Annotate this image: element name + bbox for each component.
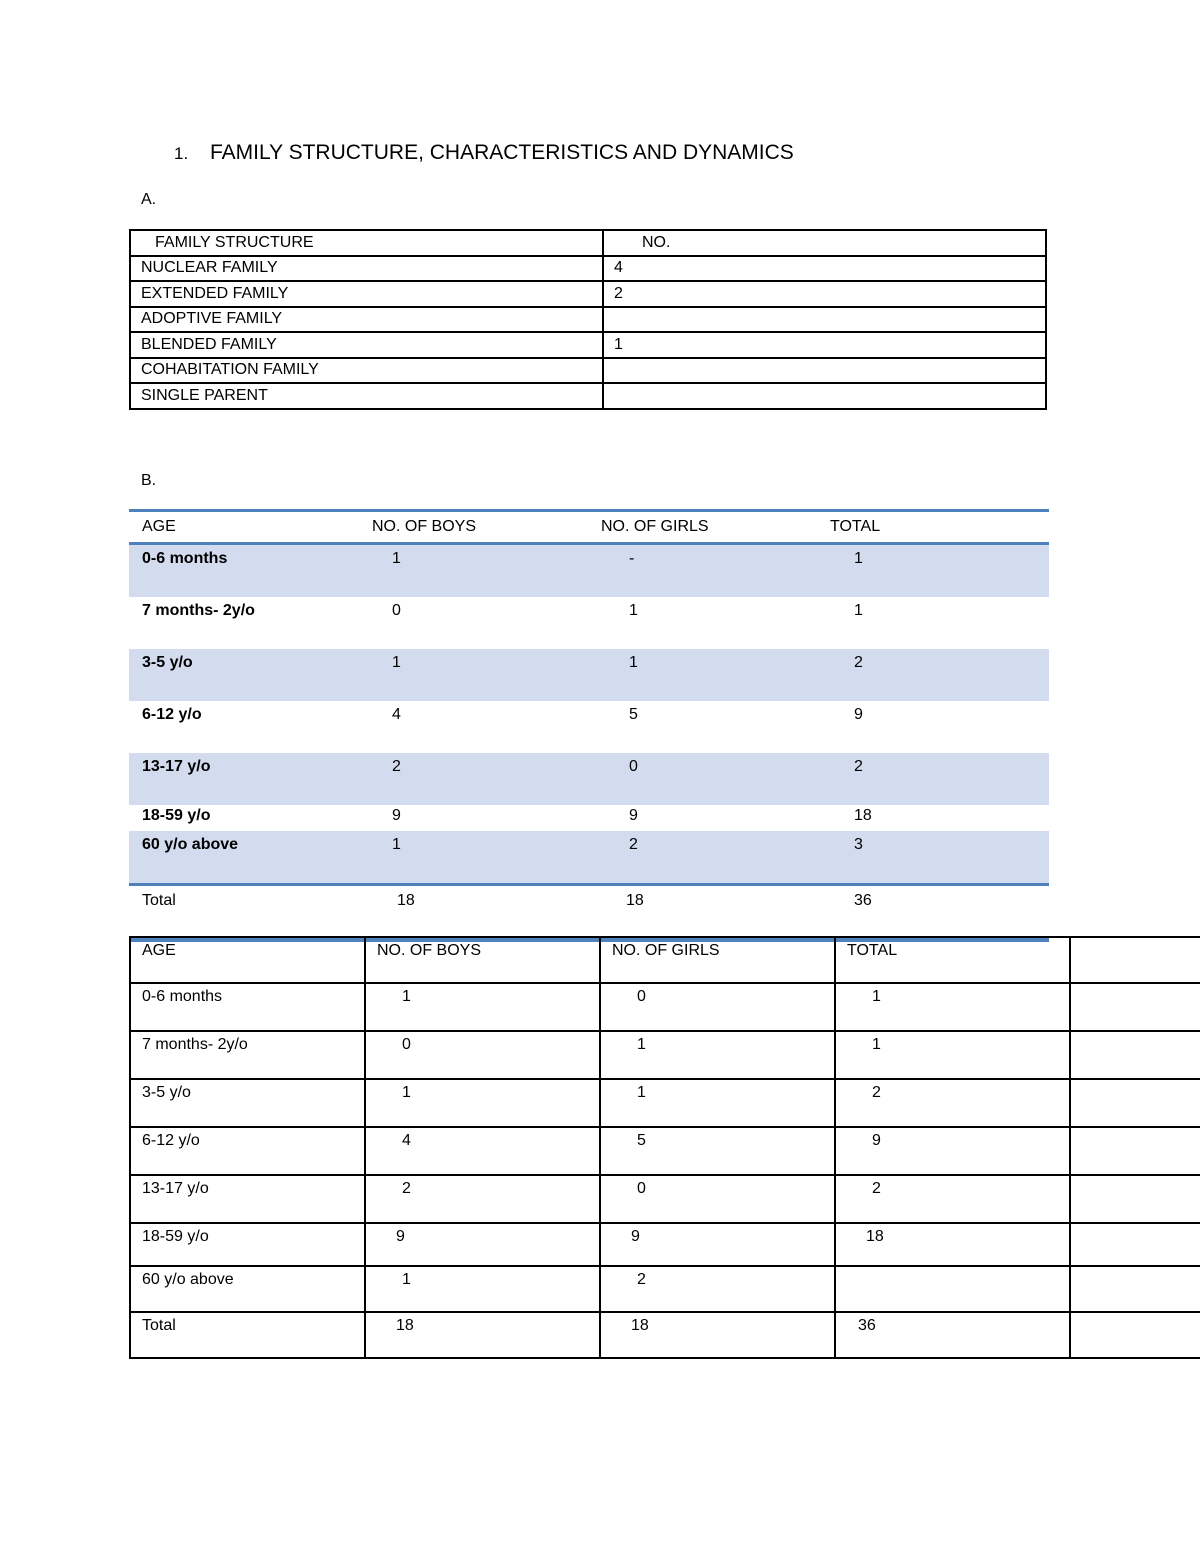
family-type-cell: EXTENDED FAMILY — [130, 281, 603, 307]
extra-cell — [1070, 1312, 1200, 1358]
header-age: AGE — [130, 937, 365, 983]
girls-cell: - — [601, 544, 830, 598]
total-cell: 2 — [835, 1175, 1070, 1223]
table-total-row — [129, 885, 1049, 941]
boys-cell: 4 — [365, 1127, 600, 1175]
girls-cell: 2 — [601, 831, 830, 885]
boys-cell: 2 — [372, 753, 601, 805]
total-boys: 18 — [372, 885, 601, 941]
age-cell: 7 months- 2y/o — [142, 602, 255, 619]
boys-cell: 0 — [392, 602, 401, 619]
age-cell: 18-59 y/o — [130, 1223, 365, 1266]
table-row — [130, 256, 1046, 282]
girls-cell: 9 — [629, 807, 638, 824]
section-heading — [174, 141, 794, 165]
total-cell: 18 — [835, 1223, 1070, 1266]
heading-title: FAMILY STRUCTURE, CHARACTERISTICS AND DYNAMICS — [210, 141, 794, 164]
section-b-label: B. — [141, 472, 157, 489]
heading-number: 1. — [174, 144, 189, 163]
girls-cell: 1 — [600, 1031, 835, 1079]
header-girls: NO. OF GIRLS — [600, 937, 835, 983]
table-row — [130, 1127, 1200, 1175]
girls-cell: 5 — [629, 706, 638, 723]
boys-cell: 1 — [365, 983, 600, 1031]
table-header-row — [130, 937, 1200, 983]
table-header-row — [129, 511, 1049, 544]
table-row — [130, 307, 1046, 333]
total-cell: 9 — [854, 706, 863, 723]
family-count-cell: 1 — [603, 332, 1046, 358]
extra-cell — [1070, 1266, 1200, 1312]
header-boys: NO. OF BOYS — [372, 511, 601, 544]
family-count-cell — [603, 383, 1046, 409]
boys-cell: 9 — [392, 807, 401, 824]
age-distribution-styled-table — [129, 509, 1049, 942]
table-row — [130, 1223, 1200, 1266]
total-cell: 2 — [835, 1079, 1070, 1127]
total-all: 36 — [835, 1312, 1070, 1358]
total-label: Total — [130, 1312, 365, 1358]
total-label: Total — [129, 885, 372, 941]
family-type-cell: NUCLEAR FAMILY — [130, 256, 603, 282]
header-girls: NO. OF GIRLS — [601, 511, 830, 544]
age-distribution-grid-table — [129, 936, 1200, 1359]
section-a-label: A. — [141, 191, 157, 208]
extra-cell — [1070, 1079, 1200, 1127]
total-cell: 2 — [830, 753, 1049, 805]
table-row — [129, 649, 1049, 701]
boys-cell: 4 — [392, 706, 401, 723]
table-row — [130, 332, 1046, 358]
girls-cell: 1 — [629, 602, 638, 619]
total-cell: 1 — [835, 983, 1070, 1031]
header-family-structure: FAMILY STRUCTURE — [130, 230, 603, 256]
table-row — [130, 281, 1046, 307]
total-cell: 9 — [835, 1127, 1070, 1175]
table-row — [129, 597, 1049, 649]
total-cell: 18 — [854, 807, 872, 824]
age-cell: 6-12 y/o — [142, 706, 202, 723]
header-boys: NO. OF BOYS — [365, 937, 600, 983]
total-girls: 18 — [600, 1312, 835, 1358]
family-type-cell: ADOPTIVE FAMILY — [130, 307, 603, 333]
extra-cell — [1070, 1223, 1200, 1266]
girls-cell: 9 — [600, 1223, 835, 1266]
extra-cell — [1070, 1127, 1200, 1175]
extra-cell — [1070, 1175, 1200, 1223]
age-cell: 18-59 y/o — [142, 807, 211, 824]
family-type-cell: SINGLE PARENT — [130, 383, 603, 409]
girls-cell: 2 — [600, 1266, 835, 1312]
extra-cell — [1070, 983, 1200, 1031]
girls-cell: 0 — [600, 983, 835, 1031]
boys-cell: 1 — [365, 1079, 600, 1127]
girls-cell: 5 — [600, 1127, 835, 1175]
family-count-cell: 2 — [603, 281, 1046, 307]
header-no: NO. — [603, 230, 1046, 256]
total-cell: 3 — [830, 831, 1049, 885]
total-cell — [835, 1266, 1070, 1312]
table-row — [130, 358, 1046, 384]
girls-cell: 0 — [600, 1175, 835, 1223]
table-row — [129, 805, 1049, 831]
family-count-cell — [603, 307, 1046, 333]
table-row — [129, 831, 1049, 885]
family-type-cell: BLENDED FAMILY — [130, 332, 603, 358]
age-cell: 6-12 y/o — [130, 1127, 365, 1175]
table-row — [130, 383, 1046, 409]
header-extra — [1070, 937, 1200, 983]
boys-cell: 1 — [372, 544, 601, 598]
boys-cell: 1 — [365, 1266, 600, 1312]
girls-cell: 1 — [600, 1079, 835, 1127]
table-total-row — [130, 1312, 1200, 1358]
family-count-cell: 4 — [603, 256, 1046, 282]
girls-cell: 1 — [601, 649, 830, 701]
family-count-cell — [603, 358, 1046, 384]
table-row — [130, 1266, 1200, 1312]
table-row — [130, 1175, 1200, 1223]
total-boys: 18 — [365, 1312, 600, 1358]
family-type-cell: COHABITATION FAMILY — [130, 358, 603, 384]
age-cell: 60 y/o above — [130, 1266, 365, 1312]
total-girls: 18 — [601, 885, 830, 941]
table-row — [129, 753, 1049, 805]
girls-cell: 0 — [601, 753, 830, 805]
boys-cell: 9 — [365, 1223, 600, 1266]
header-age: AGE — [129, 511, 372, 544]
age-cell: 0-6 months — [129, 544, 372, 598]
header-total: TOTAL — [830, 511, 1049, 544]
boys-cell: 1 — [372, 649, 601, 701]
total-cell: 2 — [830, 649, 1049, 701]
total-all: 36 — [830, 885, 1049, 941]
table-row — [129, 544, 1049, 598]
family-structure-table — [129, 229, 1047, 410]
age-cell: 0-6 months — [130, 983, 365, 1031]
boys-cell: 0 — [365, 1031, 600, 1079]
table-header-row — [130, 230, 1046, 256]
boys-cell: 2 — [365, 1175, 600, 1223]
total-cell: 1 — [854, 602, 863, 619]
age-cell: 13-17 y/o — [130, 1175, 365, 1223]
age-cell: 60 y/o above — [129, 831, 372, 885]
header-total: TOTAL — [835, 937, 1070, 983]
boys-cell: 1 — [372, 831, 601, 885]
age-cell: 3-5 y/o — [130, 1079, 365, 1127]
table-row — [130, 1031, 1200, 1079]
table-row — [130, 983, 1200, 1031]
table-row — [129, 701, 1049, 753]
table-row — [130, 1079, 1200, 1127]
total-cell: 1 — [835, 1031, 1070, 1079]
extra-cell — [1070, 1031, 1200, 1079]
age-cell: 13-17 y/o — [129, 753, 372, 805]
age-cell: 3-5 y/o — [129, 649, 372, 701]
age-cell: 7 months- 2y/o — [130, 1031, 365, 1079]
total-cell: 1 — [830, 544, 1049, 598]
